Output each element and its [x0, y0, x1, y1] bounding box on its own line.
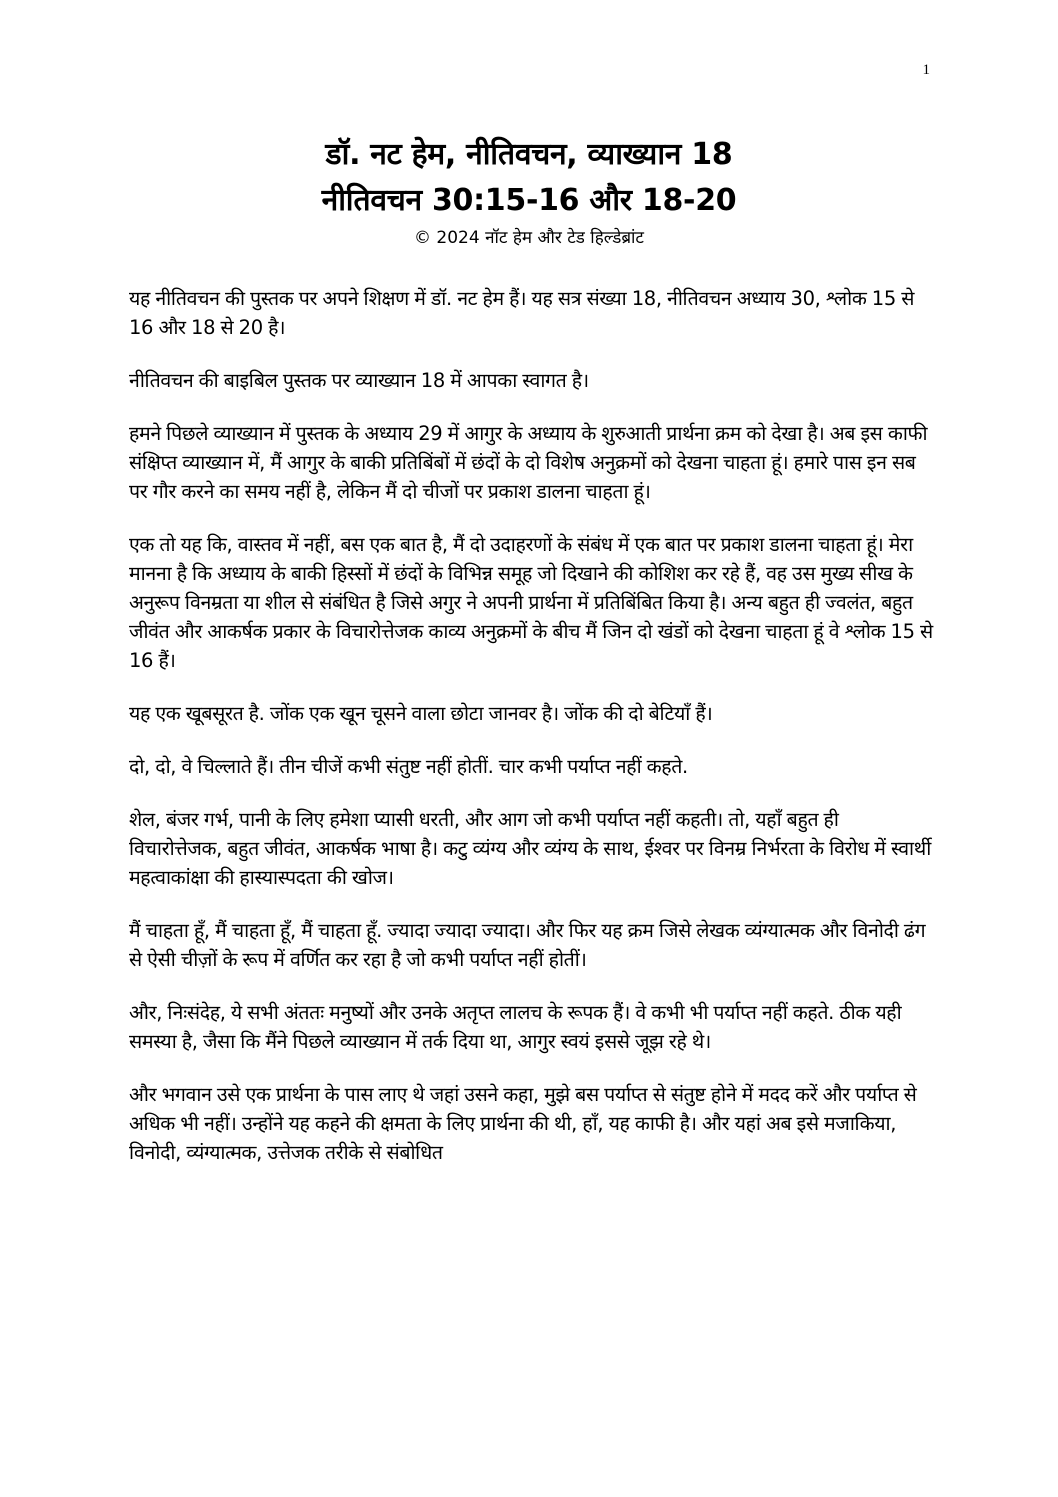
paragraph: हमने पिछले व्याख्यान में पुस्तक के अध्याय 29 में आगुर के अध्याय के शुरुआती प्रार्थना क्रम को देखा है। अब इस काफी संक्षिप्त व्याख्यान में, मैं आगुर के बाकी प्रतिबिंबों में छंदों के दो विशेष अनुक्रमों को देखना चाहता हूं। हमारे पास इन सब पर गौर करने का समय नहीं है, लेकिन मैं दो चीजों पर प्रकाश डालना चाहता हूं।	[129, 422, 928, 503]
paragraph: एक तो यह कि, वास्तव में नहीं, बस एक बात है, मैं दो उदाहरणों के संबंध में एक बात पर प्रकाश डालना चाहता हूं। मेरा मानना है कि अध्याय के बाकी हिस्सों में छंदों के विभिन्न समूह जो दिखाने की कोशिश कर रहे हैं, वह उस मुख्य सीख के अनुरूप विनम्रता या शील से संबंधित है जिसे अगुर ने अपनी प्रार्थना में प्रतिबिंबित किया है। अन्य बहुत ही ज्वलंत, बहुत जीवंत और आकर्षक प्रकार के विचारोत्तेजक काव्य अनुक्रमों के बीच मैं जिन दो खंडों को देखना चाहता हूं वे श्लोक 15 से 16 हैं।	[129, 533, 933, 672]
title-block	[0, 132, 1058, 250]
paragraph: यह एक खूबसूरत है. जोंक एक खून चूसने वाला छोटा जानवर है। जोंक की दो बेटियाँ हैं।	[129, 702, 713, 725]
paragraph: दो, दो, वे चिल्लाते हैं। तीन चीजें कभी संतुष्ट नहीं होतीं. चार कभी पर्याप्त नहीं कहते.	[129, 755, 688, 778]
copyright-notice: © 2024 नॉट हेम और टेड हिल्डेब्रांट	[414, 228, 644, 248]
paragraph: और भगवान उसे एक प्रार्थना के पास लाए थे जहां उसने कहा, मुझे बस पर्याप्त से संतुष्ट होने में मदद करें और पर्याप्त से अधिक भी नहीं। उन्होंने यह कहने की क्षमता के लिए प्रार्थना की थी, हाँ, यह काफी है। और यहां अब इसे मजाकिया, विनोदी, व्यंग्यात्मक, उत्तेजक तरीके से संबोधित	[129, 1083, 917, 1164]
paragraph: और, निःसंदेह, ये सभी अंततः मनुष्यों और उनके अतृप्त लालच के रूपक हैं। वे कभी भी पर्याप्त नहीं कहते. ठीक यही समस्या है, जैसा कि मैंने पिछले व्याख्यान में तर्क दिया था, आगुर स्वयं इससे जूझ रहे थे।	[129, 1001, 902, 1053]
paragraph: मैं चाहता हूँ, मैं चाहता हूँ, मैं चाहता हूँ. ज्यादा ज्यादा ज्यादा। और फिर यह क्रम जिसे लेखक व्यंग्यात्मक और विनोदी ढंग से ऐसी चीज़ों के रूप में वर्णित कर रहा है जो कभी पर्याप्त नहीं होतीं।	[129, 919, 926, 971]
document-title-line-2: नीतिवचन 30:15-16 और 18-20	[321, 183, 737, 218]
paragraph: नीतिवचन की बाइबिल पुस्तक पर व्याख्यान 18 में आपका स्वागत है।	[129, 369, 589, 392]
paragraph: यह नीतिवचन की पुस्तक पर अपने शिक्षण में डॉ. नट हेम हैं। यह सत्र संख्या 18, नीतिवचन अध्याय 30, श्लोक 15 से 16 और 18 से 20 है।	[129, 287, 915, 339]
page-number: 1	[922, 62, 930, 78]
document-title-line-1: डॉ. नट हेम, नीतिवचन, व्याख्यान 18	[325, 137, 733, 172]
document-body	[129, 284, 934, 1191]
paragraph: शेल, बंजर गर्भ, पानी के लिए हमेशा प्यासी धरती, और आग जो कभी पर्याप्त नहीं कहती। तो, यहाँ बहुत ही विचारोत्तेजक, बहुत जीवंत, आकर्षक भाषा है। कटु व्यंग्य और व्यंग्य के साथ, ईश्वर पर विनम्र निर्भरता के विरोध में स्वार्थी महत्वाकांक्षा की हास्यास्पदता की खोज।	[129, 808, 931, 889]
